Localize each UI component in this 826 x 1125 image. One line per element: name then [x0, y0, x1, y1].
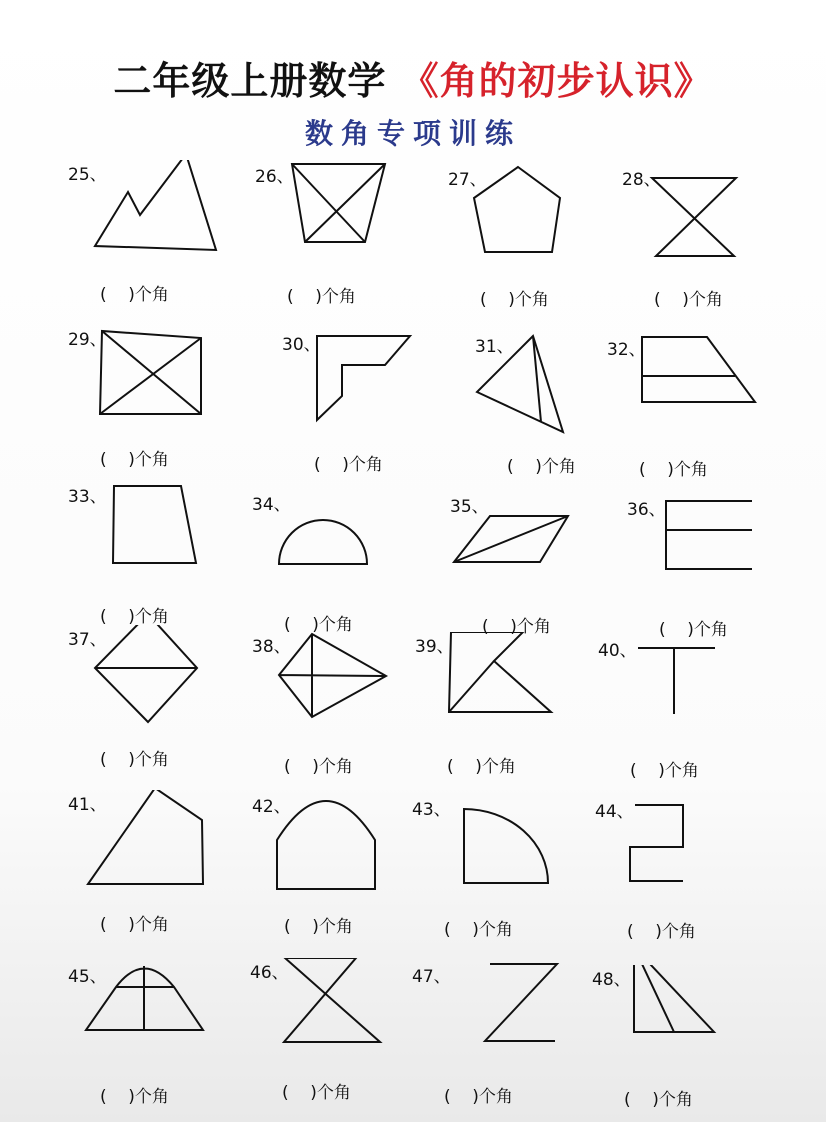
answer-blank: ( )个角	[100, 607, 169, 627]
exercise-25	[68, 160, 248, 320]
exercise-number: 33、	[68, 487, 107, 507]
figure-step-shape	[595, 797, 775, 912]
figure-trapezoid-cross	[68, 962, 248, 1077]
exercise-40	[598, 636, 778, 796]
exercise-35	[450, 492, 630, 652]
answer-blank: ( )个角	[624, 1090, 693, 1110]
exercise-number: 44、	[595, 802, 634, 822]
figure-bowtie	[68, 325, 248, 440]
answer-blank: ( )个角	[654, 290, 723, 310]
exercise-number: 30、	[282, 335, 321, 355]
exercise-number: 48、	[592, 970, 631, 990]
answer-blank: ( )个角	[659, 620, 728, 640]
answer-blank: ( )个角	[284, 757, 353, 777]
exercise-number: 47、	[412, 967, 451, 987]
exercise-26	[255, 162, 435, 322]
answer-blank: ( )个角	[507, 457, 576, 477]
exercise-number: 27、	[448, 170, 487, 190]
figure-rhombus-split	[68, 625, 248, 740]
answer-blank: ( )个角	[482, 617, 551, 637]
exercise-29	[68, 325, 248, 485]
exercise-43	[412, 795, 592, 955]
exercise-number: 46、	[250, 963, 289, 983]
figure-mountain	[68, 160, 248, 275]
exercise-number: 37、	[68, 630, 107, 650]
figure-open-lines	[627, 495, 807, 610]
page-title-main: 二年级上册数学	[113, 59, 387, 103]
figure-hourglass-2	[250, 958, 430, 1073]
page-subtitle: 数角专项训练	[304, 117, 521, 150]
exercise-number: 39、	[415, 637, 454, 657]
exercise-number: 25、	[68, 165, 107, 185]
figure-trapezoid-diagonals	[255, 162, 435, 277]
figure-kite	[252, 632, 432, 747]
exercise-47	[412, 962, 592, 1122]
exercise-38	[252, 632, 432, 792]
answer-blank: ( )个角	[100, 450, 169, 470]
exercise-number: 32、	[607, 340, 646, 360]
answer-blank: ( )个角	[287, 287, 356, 307]
answer-blank: ( )个角	[100, 285, 169, 305]
exercise-28	[622, 165, 802, 325]
exercise-45	[68, 962, 248, 1122]
answer-blank: ( )个角	[447, 757, 516, 777]
figure-parallelogram-diagonal	[450, 492, 630, 607]
page-title-book: 《角的初步认识》	[400, 59, 713, 103]
answer-blank: ( )个角	[480, 290, 549, 310]
exercise-number: 43、	[412, 800, 451, 820]
answer-blank: ( )个角	[100, 915, 169, 935]
figure-t-shape	[598, 636, 778, 751]
figure-trapezoid	[68, 482, 248, 597]
exercise-32	[607, 335, 787, 495]
exercise-number: 35、	[450, 497, 489, 517]
answer-blank: ( )个角	[639, 460, 708, 480]
answer-blank: ( )个角	[444, 920, 513, 940]
exercise-46	[250, 958, 430, 1118]
figure-hourglass	[622, 165, 802, 280]
figure-quarter-circle	[412, 795, 592, 910]
exercise-44	[595, 797, 775, 957]
figure-triangle-fan	[592, 965, 772, 1080]
exercise-42	[252, 792, 432, 952]
exercise-30	[282, 330, 462, 490]
answer-blank: ( )个角	[100, 1087, 169, 1107]
exercise-number: 42、	[252, 797, 291, 817]
answer-blank: ( )个角	[630, 761, 699, 781]
answer-blank: ( )个角	[444, 1087, 513, 1107]
answer-blank: ( )个角	[100, 750, 169, 770]
exercise-39	[415, 632, 595, 792]
exercise-number: 28、	[622, 170, 661, 190]
figure-l-shape	[282, 330, 462, 445]
exercise-number: 38、	[252, 637, 291, 657]
exercise-number: 34、	[252, 495, 291, 515]
exercise-number: 26、	[255, 167, 294, 187]
answer-blank: ( )个角	[627, 922, 696, 942]
answer-blank: ( )个角	[284, 917, 353, 937]
figure-right-trapezoid-split	[607, 335, 787, 450]
exercise-number: 29、	[68, 330, 107, 350]
exercise-number: 45、	[68, 967, 107, 987]
exercise-48	[592, 965, 772, 1125]
figure-pentagon	[448, 165, 628, 280]
figure-semicircle	[252, 490, 432, 605]
exercise-number: 31、	[475, 337, 514, 357]
answer-blank: ( )个角	[314, 455, 383, 475]
exercise-number: 41、	[68, 795, 107, 815]
exercise-number: 36、	[627, 500, 666, 520]
exercise-33	[68, 482, 248, 642]
exercise-37	[68, 625, 248, 785]
page-title	[0, 50, 826, 105]
figure-arch	[252, 792, 432, 907]
figure-z-shape	[412, 962, 592, 1077]
exercise-34	[252, 490, 432, 650]
exercise-number: 40、	[598, 641, 637, 661]
answer-blank: ( )个角	[284, 615, 353, 635]
figure-quadrilateral	[68, 790, 248, 905]
answer-blank: ( )个角	[282, 1083, 351, 1103]
exercise-27	[448, 165, 628, 325]
figure-triangle-composite	[415, 632, 595, 747]
exercise-36	[627, 495, 807, 655]
exercise-41	[68, 790, 248, 950]
